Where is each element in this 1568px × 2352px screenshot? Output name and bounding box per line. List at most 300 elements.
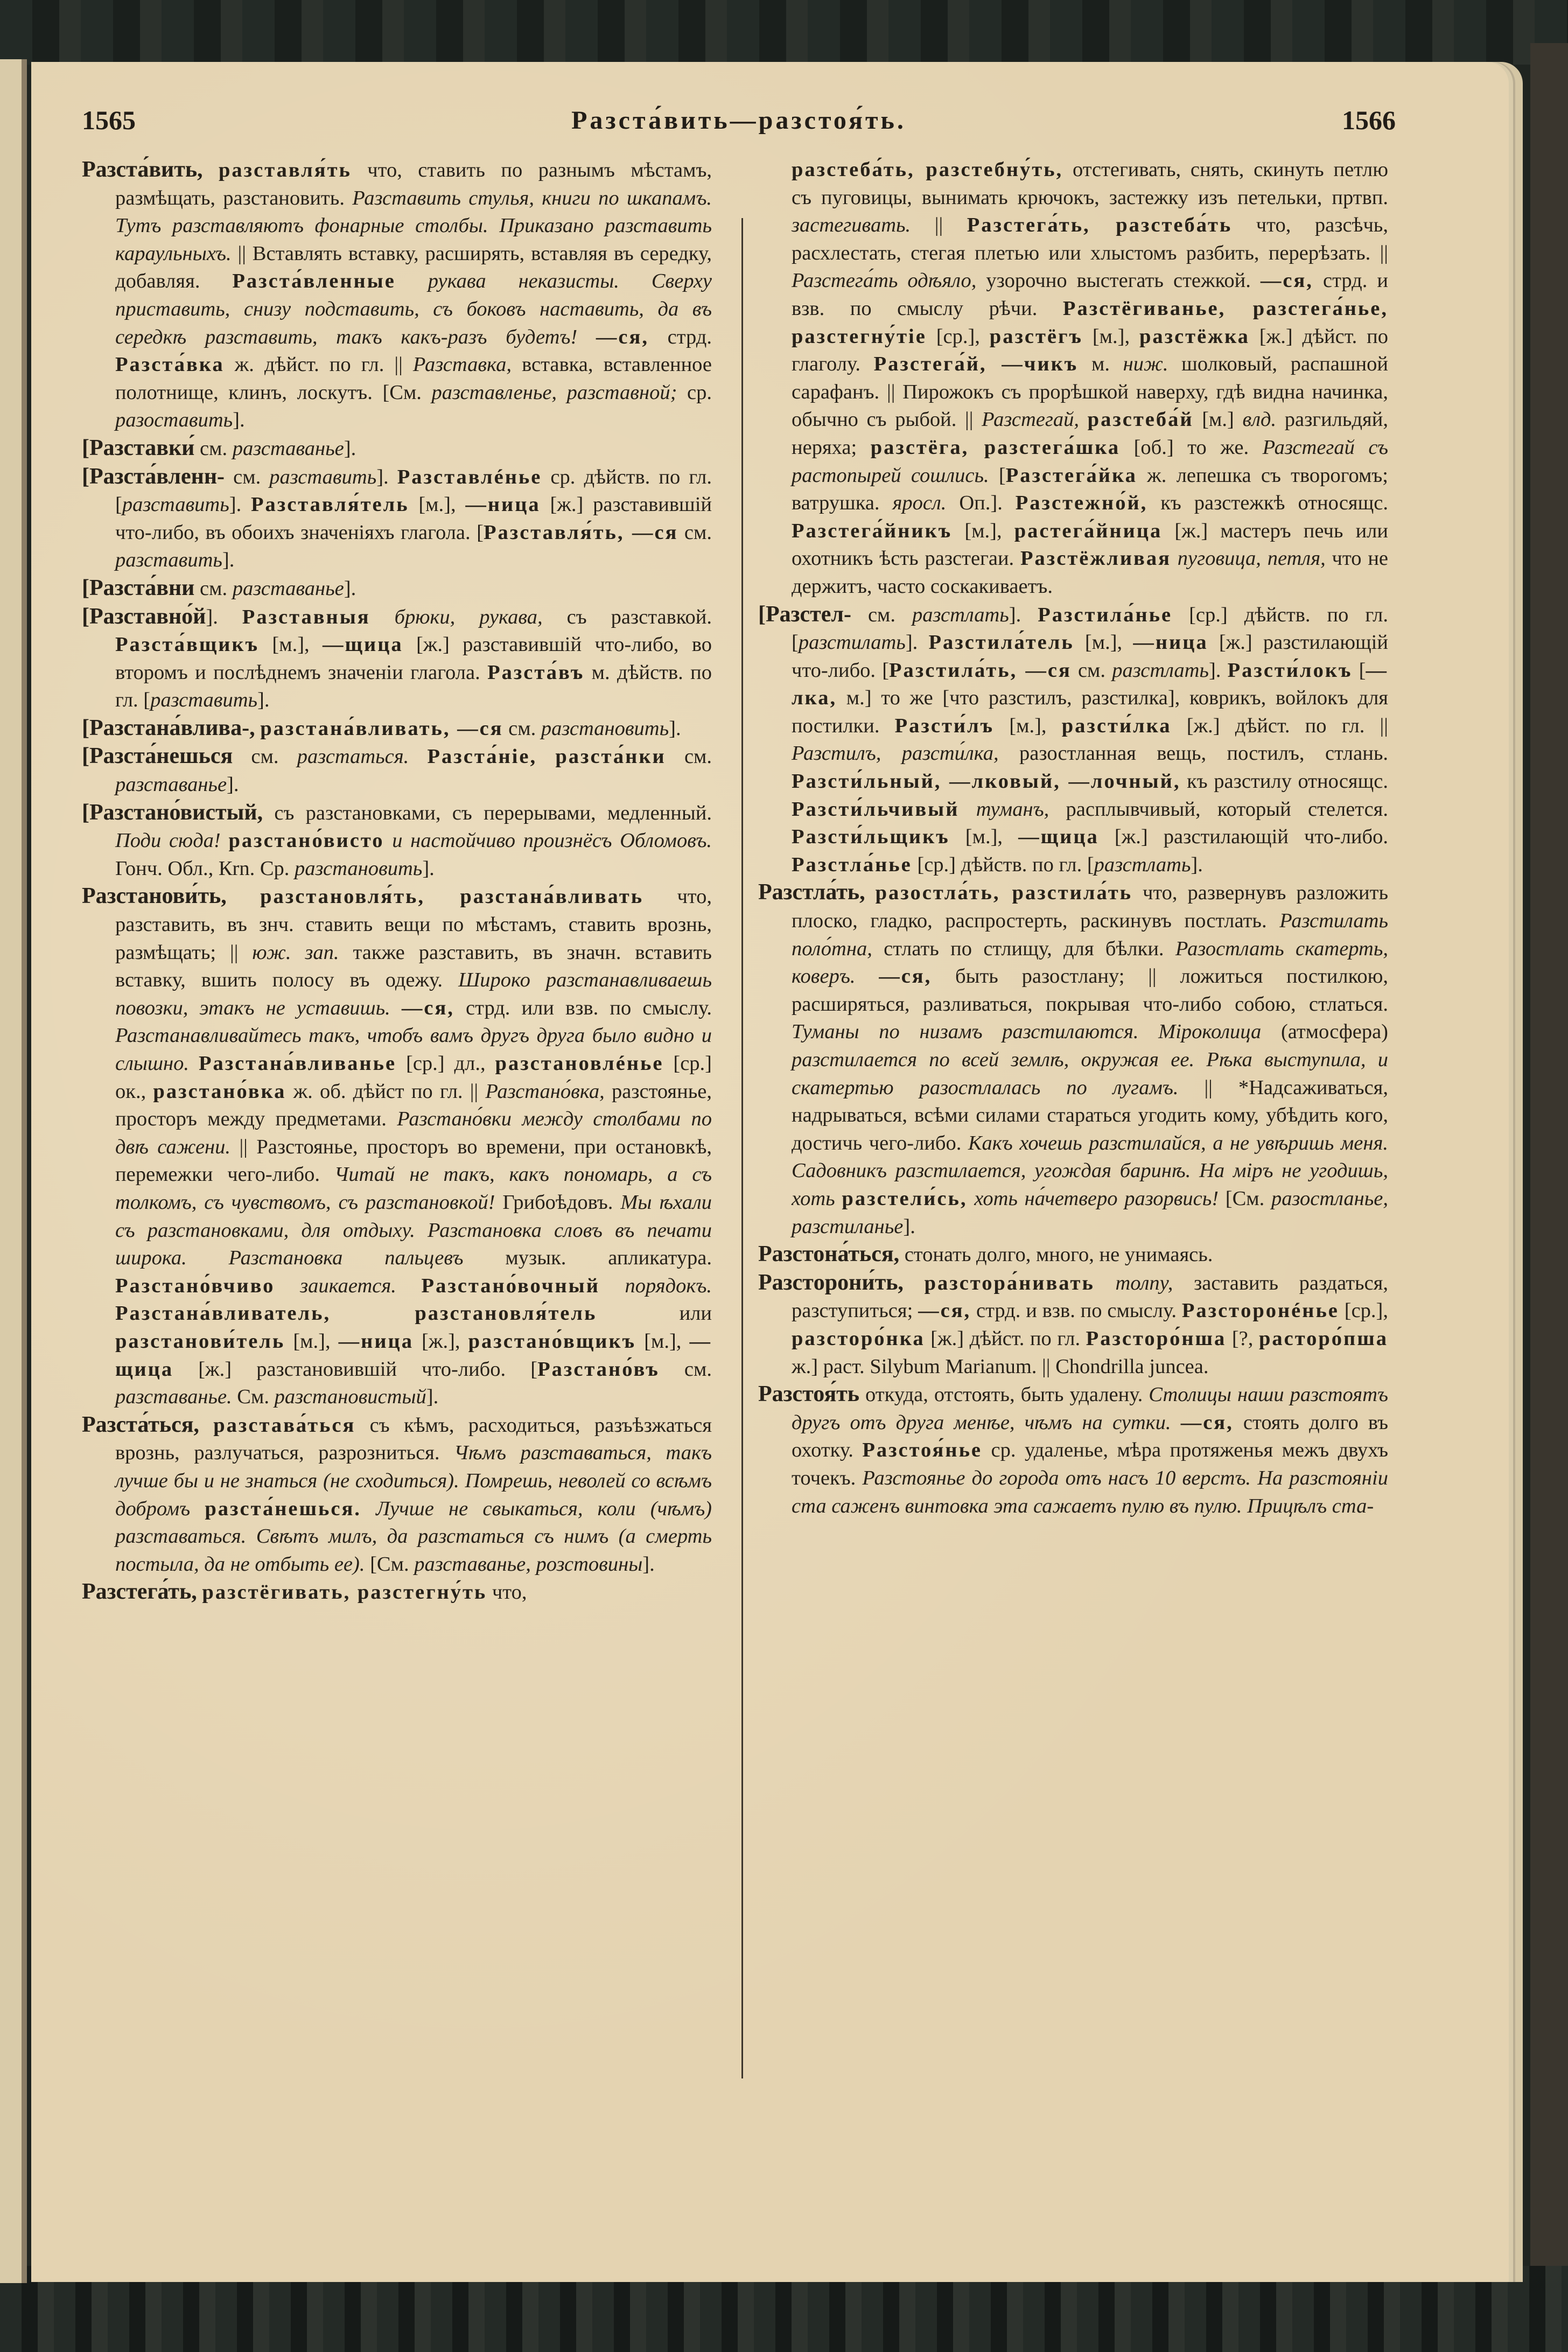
column-divider [741,218,743,2078]
entry-text: ]. [227,773,239,796]
bold-term: Разсти́локъ [1227,659,1353,682]
entry-text: м.] то же [что разстилъ, разстилка], коврикъ, войлокъ для постилки. [792,687,1388,737]
italic-example: толпу, [1115,1271,1173,1294]
entry-text: [м.], [285,1329,339,1353]
entry-text: шолковый, распашной сарафанъ. || Пирожокъ съ прорѣшкой наверху, гдѣ видна начинка, обычно съ рыбой. || [792,353,1388,431]
bold-term: разстана́вливать, —ся [260,717,503,740]
bold-term: Разставля́тель [250,493,409,516]
entry-text: отстегивать, снять, скинуть петлю съ пуговицы, вынимать крючокъ, застежку изъ петельки, пртвп. [792,158,1389,209]
bold-term: Разстано́въ [537,1357,660,1381]
entry-text: [ж.] мастеръ печь или охотникъ ѣсть разстегаи. [792,519,1388,570]
bold-term: расторо́пша [1258,1327,1388,1350]
italic-example: застегивать. [792,214,911,237]
bold-term: Разстёгиванье, разстега́нье, разстегну́тіе [792,297,1388,348]
entry-text: ]. [1208,659,1228,682]
dictionary-entry [758,156,1388,601]
entry-text: [?, [1226,1327,1259,1350]
entry-headword: [Разставки́ [82,435,195,460]
entry-text: [м.], [994,714,1062,737]
italic-example: порядокъ. [625,1274,712,1297]
bold-term: разстеба́й [1087,408,1194,431]
bold-term: разсторо́нка [792,1327,925,1350]
entry-text: стлать по стлищу, для бѣлки. [872,937,1175,960]
italic-example: брюки, рукава, [394,605,543,628]
entry-headword: [Разста́вни [82,575,195,600]
entry-headword: Разстла́ть, [758,880,865,905]
entry-headword: Разстанови́ть, [82,884,227,909]
italic-example: Разставить стулья, книги по шкапамъ. Тутъ разставляютъ фонарные столбы. Приказано разставить караульныхъ. [115,186,712,265]
entry-text: [об.] то же. [1120,436,1263,459]
bold-term: —щица [1018,825,1099,849]
entry-headword: Разста́ться, [82,1412,199,1437]
dictionary-entry [82,1411,712,1579]
bold-term: —ся, [401,996,454,1019]
entry-text: [ [1352,659,1366,682]
entry-text: м. дѣйств. по гл. [ [115,661,712,712]
left-column [82,156,712,1607]
entry-text: [ср.] дѣйств. по гл. [ [912,853,1094,876]
entry-text: или [597,1302,712,1325]
entry-text: ]. [344,577,356,600]
entry-headword: Разста́вить, [82,157,203,182]
bold-term: Разстила́нье [1038,603,1173,626]
entry-text [390,997,402,1019]
entry-text [189,1052,199,1075]
entry-text: ]. [426,1385,439,1409]
entry-text: къ разстилу относящс. [1180,770,1388,793]
bold-term: Разстега́ть, разстеба́ть [967,214,1233,237]
italic-example: разставить [269,465,377,488]
italic-example: Широко разстанавливаешь повозки, этакъ не уставишь. [115,969,712,1019]
bold-term: Разставля́ть, —ся [483,521,678,544]
entry-text: [ж.] дѣйст. по гл. [925,1327,1086,1350]
entry-text: ср. дѣйств. по гл. [ [115,465,712,516]
entry-text: [ср.] дѣйств. по гл. [ [792,603,1388,654]
entry-text: [м.], [409,493,466,516]
entry-text: ж. об. дѣйст по гл. || [286,1080,486,1103]
italic-example: Столицы наши разстоятъ другъ отъ друга менѣе, чѣмъ на сутки. [792,1383,1388,1434]
entry-text: см. [503,717,541,740]
italic-example: разставленье, разставной; [431,381,677,404]
entry-text: ]. [669,717,681,740]
entry-text: см. [678,521,712,544]
entry-text: быть разостлану; || ложиться постилкою, расширяться, разливаться, покрывая что-либо собою, стлаться. [792,965,1388,1016]
entry-text: ]. [233,409,245,432]
entry-headword: [Разстано́вистый, [82,800,263,825]
italic-example: разстилать [798,631,906,654]
entry-text: [м.], [1082,325,1139,348]
italic-example: разставить [115,549,222,572]
italic-example: рукава неказисты. Сверху приставить, снизу подставить, съ боковъ наставить, да въ середкѣ разставить, такъ какъ-разъ будетъ! [115,270,712,348]
entry-text: вставка, вставленное полотнище, клинъ, лоскутъ. [См. [115,353,712,404]
bold-term: Разсти́льчивый [792,797,960,821]
dictionary-entry [758,1381,1388,1520]
entry-text [361,1497,376,1520]
book-cover-right [1530,43,1568,2294]
entry-text: ]. [229,493,251,516]
entry-text [959,798,976,821]
entry-text: || [911,214,967,237]
entry-text [835,1187,842,1210]
entry-text: узорочно выстегать стежкой. [976,269,1261,292]
entry-text [904,1272,925,1294]
italic-example: и настойчиво произнёсъ Обломовъ. [392,829,712,852]
entry-text [396,1275,422,1297]
bold-term: Разстежно́й, [1015,492,1148,515]
entry-text: ]. [422,857,435,880]
italic-example: Разстегай, [982,408,1080,431]
entry-text [199,1414,213,1437]
entry-text: что не держитъ, часто соскакиваетъ. [792,547,1389,598]
entry-text: [ж.] разстановившій что-либо. [ [173,1357,538,1381]
entry-text: [м.], [1074,631,1133,654]
entry-text: (атмосфера) [1261,1020,1389,1044]
bold-term: разстанови́тель [115,1329,285,1353]
italic-example: Мы ѣхали съ разстановками, для отдыху. Разстановка словъ въ печати широка. Разстановка пальцевъ [115,1191,712,1270]
entry-text: [ж.] разставившій что-либо, во второмъ и послѣднемъ значеніи глагола. [115,633,712,684]
bold-term: разставля́ть [219,159,352,181]
entry-text: [м.] [1193,408,1243,431]
dictionary-entry [82,743,712,799]
entry-text: см. [225,465,270,488]
italic-example: Разостлать скатерть, коверъ. [792,937,1388,988]
bold-term: Разстана́вливатель, разстановля́тель [115,1302,597,1325]
bold-term: разстора́нивать [924,1271,1095,1294]
entry-text: || *Надсаживаться, надрываться, всѣми силами стараться угодить кому, убѣдить кого, достичь чего-либо. [792,1076,1388,1154]
italic-example: Разставка, [412,353,512,376]
bold-term: Разсторо́нша [1086,1327,1227,1350]
entry-text: заставить раздаться, разступиться; [792,1271,1389,1322]
italic-example: юж. зап. [252,941,339,964]
entry-text [600,1275,625,1297]
entry-text [577,326,596,348]
entry-text: стрд. и взв. по смыслу рѣчи. [792,269,1388,320]
bold-term: разстановля́ть, разстана́вливать [260,885,644,908]
entry-text: см. [851,603,913,626]
bold-term: Разстано́вчиво [115,1274,275,1297]
entry-text: || Разстоянье, просторъ во времени, при остановкѣ, перемежки чего-либо. [115,1135,712,1186]
entry-text [1171,547,1178,570]
italic-example: ниж. [1123,353,1168,376]
bold-term: Разста́ніе, [427,745,537,768]
entry-text: см. [666,745,712,768]
entry-text [1095,1272,1116,1294]
italic-example: Разстилъ, разсти́лка, [792,742,999,765]
entry-text: музык. апликатура. [463,1247,712,1270]
bold-term: —щица [115,1329,712,1381]
entry-text [1079,408,1088,431]
italic-example: разставить [150,689,258,712]
entry-text: ср. удаленье, мѣра протяженья межъ двухъ точекъ. [792,1439,1388,1489]
bold-term: разсти́лка [1061,714,1172,737]
bold-term: разстано́вщикъ [468,1329,636,1353]
entry-text: также разставить, въ значн. вставить вставку, вшить полосу въ одежу. [115,941,712,992]
bold-term: Разста́вщикъ [115,633,260,656]
right-page-number: 1566 [1342,105,1396,135]
bold-term: разстановлéнье [495,1052,664,1075]
bold-term: разстано́висто [228,829,384,852]
entry-text: [См. [365,1552,415,1576]
entry-text: См. [232,1385,275,1409]
entry-text: ]. [903,1215,915,1238]
bold-term: —ница [465,493,541,516]
entry-text: [ср.] ок., [115,1052,712,1103]
entry-text: [м.], [259,633,323,656]
italic-example: Лучше не свыкаться, коли (чѣмъ) разставаться. Свѣтъ милъ, да разстаться съ нимъ (а смерть постыла, да не отбыть ее). [115,1497,712,1576]
book-cover-top [0,0,1568,65]
entry-text: [м.], [949,825,1019,849]
dictionary-entry [82,883,712,1411]
italic-example: разставанье. [115,1385,232,1409]
italic-example: разстилается по всей землѣ, окружая ее. Рѣка выступила, и скатертью разостлалась по лугамъ. [792,1048,1388,1099]
bold-term: Разстла́нье [792,853,912,876]
right-column [758,156,1388,1520]
entry-headword: Разстега́ть, [82,1579,197,1605]
bold-term: Разста́въ [487,661,585,684]
entry-headword: [Разставно́й [82,604,206,629]
entry-text: ]. [1009,603,1038,626]
italic-example: Разстанавливайтесь такъ, чтобъ вамъ другъ друга было видно и слышно. [115,1024,712,1075]
italic-example: разстаться. [297,745,409,768]
entry-text: стрд. [648,325,712,348]
entry-text: разгильдяй, неряха; [792,408,1388,459]
dictionary-entry [758,601,1388,879]
bold-term: Разстега́йникъ [792,519,953,542]
italic-example: Чѣмъ разставаться, такъ лучше бы и не знаться (не сходиться). Помрешь, неволей со всѣмъ добромъ [115,1441,712,1520]
bold-term: разста́нки [555,745,666,768]
dictionary-entry [758,1241,1388,1269]
entry-text: м. [1078,353,1123,376]
bold-term: —ся, [1260,269,1313,292]
entry-text: Оп.]. [946,492,1016,515]
bold-term: Разсти́лъ [894,714,995,737]
entry-text: [ср.], [1339,1299,1388,1322]
entry-text: съ разстановками, съ перерывами, медленный. [263,801,712,824]
italic-example: пуговица, петля, [1177,547,1326,570]
entry-text: ]. [344,437,356,460]
bold-term: —щица [323,633,403,656]
entry-headword: [Разстана́влива-, [82,715,255,740]
dictionary-entry [758,879,1388,1241]
entry-text: къ разстежкѣ относящс. [1147,492,1388,515]
bold-term: Разсти́льный, —лковый, —лочный, [792,770,1181,793]
entry-text: ж. лепешка съ творогомъ; ватрушка. [792,464,1388,515]
entry-text [203,159,219,181]
bold-term: разстёгивать, разстегну́ть [202,1581,487,1604]
entry-text: см. [1071,659,1112,682]
entry-text: ]. [222,549,235,572]
entry-text: [См. [1219,1187,1271,1210]
entry-text: [ж.], [413,1329,468,1353]
dictionary-entry [82,603,712,715]
dictionary-entry [82,715,712,743]
entry-text: стрд. и взв. по смыслу. [971,1299,1182,1322]
entry-text: стонать долго, много, не унимаясь. [899,1243,1213,1266]
bold-term: разостла́ть, разстила́ть [875,881,1132,905]
italic-example: разставанье [115,773,227,796]
entry-text: см. [233,745,297,768]
entry-text: расплывчивый, который стелется. [1049,797,1388,821]
page-header [82,101,1396,139]
italic-example: разоставить [115,409,233,432]
entry-text [409,745,427,768]
running-title: Разста́вить—разстоя́ть. [571,106,906,135]
italic-example: Разстегай съ растопырей сошлись. [792,436,1388,487]
dictionary-entry [82,1578,712,1607]
entry-text [537,745,555,768]
entry-text: разстоянье, просторъ между предметами. [115,1080,712,1131]
italic-example: разстановить [541,717,669,740]
entry-text: что, развернувъ разложить плоско, гладко, распростерть, раскинувъ постлать. [792,881,1389,933]
dictionary-entry [82,435,712,463]
bold-term: Разстоя́нье [862,1439,983,1462]
previous-page-edge [0,59,27,2283]
italic-example: разстановистый [274,1385,426,1409]
entry-headword: Разстoрони́ть, [758,1270,904,1295]
entry-text: что, ставить по разнымъ мѣстамъ, размѣщать, разстановить. [115,159,712,209]
entry-text: ]. [642,1552,655,1576]
entry-text [384,829,393,852]
italic-example: Туманы по низамъ разстилаются. Міроколица [792,1020,1262,1044]
entry-text: [ [989,464,1006,487]
bold-term: Разстoронéнье [1181,1299,1339,1322]
dictionary-entry [82,156,712,435]
entry-text: [ср.], [926,325,990,348]
italic-example: Какъ хочешь разстилайся, а не увѣришь меня. Садовникъ разстилается, угождая баринѣ. На міръ не угодишь, хоть [792,1131,1389,1210]
entry-headword: [Разстел- [758,601,851,627]
entry-text: см. [194,577,233,600]
italic-example: туманъ, [976,797,1049,821]
bold-term: разста́нешься. [205,1497,361,1520]
entry-text: [ж.] разстилающій что-либо. [1098,825,1388,849]
italic-example: разстлать [912,603,1009,626]
bold-term: Разстано́вочный [421,1274,600,1297]
italic-example: разставить [122,493,229,516]
italic-example: Разстега́ть одѣяло, [792,269,977,292]
left-page-number: 1565 [82,105,136,135]
entry-text: съ кѣмъ, расходиться, разъѣзжаться врознь, разлучаться, разрозниться. [115,1413,712,1465]
entry-text: что, разставить, въ знч. ставить вещи по мѣстамъ, ставить врознь, размѣщать; || [115,885,712,964]
bold-term: Разстега́й, —чикъ [873,353,1079,376]
bold-term: Разстила́тель [928,631,1074,654]
dictionary-entry [82,799,712,883]
entry-text: см. [659,1357,712,1381]
entry-text: [ср.] дл., [396,1052,495,1075]
entry-text: Грибоѣдовъ. [495,1191,621,1214]
entry-text: [ж.] дѣйст. по гл. || [1171,714,1388,737]
italic-example: разставанье [232,437,344,460]
entry-text: [ж.] разставившій что-либо, въ обоихъ значеніяхъ глагола. [ [115,493,712,544]
dictionary-entry [758,1269,1388,1381]
dictionary-entry [82,575,712,603]
entry-text: что, [487,1581,527,1604]
entry-text: ]. [206,605,242,628]
entry-text: ж.] раст. Silybum Marianum. || Chondrilla juncea. [792,1355,1209,1378]
entry-text: ]. [376,465,397,488]
italic-example: разставанье [232,577,344,600]
entry-text: съ разставкой. [542,605,712,628]
entry-text: см. [194,437,233,460]
bold-term: —ся, [596,325,649,348]
italic-example: Поди сюда! [115,829,221,852]
entry-text: что, разсѣчь, расхлестать, стегая плетью или хлыстомъ разбить, перерѣзать. || [792,214,1388,264]
entry-text: [м.], [636,1329,690,1353]
entry-headword: Разстона́ться, [758,1242,900,1267]
italic-example: Разстилать поло́тна, [792,909,1388,960]
bold-term: Разстега́йка [1005,464,1137,487]
bold-term: Разста́вленные [232,270,396,293]
entry-text [968,1187,975,1210]
italic-example: яросл. [892,492,947,515]
bold-term: Разставлéнье [397,465,542,488]
entry-text [855,965,879,988]
bold-term: Разставныя [242,605,370,628]
entry-text [275,1275,300,1297]
entry-text [865,881,876,904]
dictionary-entry [82,463,712,575]
italic-example: разстлать [1112,659,1209,682]
italic-example: заикается. [300,1274,396,1297]
entry-text: [ж.] разстилающій что-либо. [ [792,631,1388,682]
entry-text [197,1581,202,1604]
bold-term: Разстила́ть, —ся [889,659,1072,682]
bold-term: —ся, [918,1299,971,1322]
bold-term: разстёгъ [989,325,1083,348]
italic-example: влд. [1242,408,1277,431]
bold-term: Разста́вка [115,353,225,376]
italic-example: разставанье, розстовины [414,1552,643,1576]
bold-term: разстёга, разстега́шка [870,436,1121,459]
entry-text: ]. [1191,853,1203,876]
entry-text: откуда, отстоять, быть удалену. [859,1383,1149,1406]
bold-term: разстели́сь, [842,1187,968,1210]
entry-headword: [Разста́вленн- [82,464,225,489]
entry-text: стоять долго въ охотку. [792,1411,1388,1462]
italic-example: Разстоянье до города отъ насъ 10 верстъ. На разстояніи ста саженъ винтовка эта сажаетъ пулю въ пулю. Прицѣлъ ста- [792,1466,1388,1517]
entry-text: стрд. или взв. по смыслу. [454,996,712,1019]
entry-text [190,1497,205,1520]
entry-headword: Разстоя́ть [758,1382,860,1407]
bold-term: Разсти́льщикъ [792,825,950,849]
bold-term: —ся, [1180,1411,1234,1434]
bold-term: разстано́вка [153,1080,286,1103]
bold-term: —ница [338,1329,414,1353]
bold-term: Разстёжливая [1020,547,1171,570]
entry-text: ср. [677,381,712,404]
entry-text [370,606,395,628]
entry-text: || Вставлять вставку, расширять, вставляя въ середку, добавляя. [115,242,712,293]
italic-example: Разстано́вка, [485,1080,605,1103]
entry-text [221,829,229,852]
bold-term: Разстана́вливанье [198,1052,397,1075]
italic-example: Читай не такъ, какъ пономарь, а съ толкомъ, съ чувствомъ, съ разстановкой! [115,1163,712,1214]
entry-text: [м.], [952,519,1014,542]
bold-term: —ница [1133,631,1208,654]
bold-term: разстава́ться [213,1413,356,1437]
entry-text: ]. [905,631,929,654]
italic-example: разостланье, разстиланье [792,1187,1388,1238]
entry-text [1171,1411,1181,1434]
italic-example: разстлать [1094,853,1191,876]
entry-text: ]. [257,689,270,712]
italic-example: Разстано́вки между столбами по двѣ сажени. [115,1108,712,1158]
entry-text: Гонч. Обл., Кrn. Ср. [115,857,295,880]
italic-example: хоть на́четверо разорвись! [974,1187,1219,1210]
bold-term: разстёжка [1139,325,1250,348]
entry-headword: [Разста́нешься [82,744,233,769]
bold-term: разстеба́ть, разстебну́ть, [792,158,1063,181]
entry-text: ж. дѣйст. по гл. || [224,353,413,376]
